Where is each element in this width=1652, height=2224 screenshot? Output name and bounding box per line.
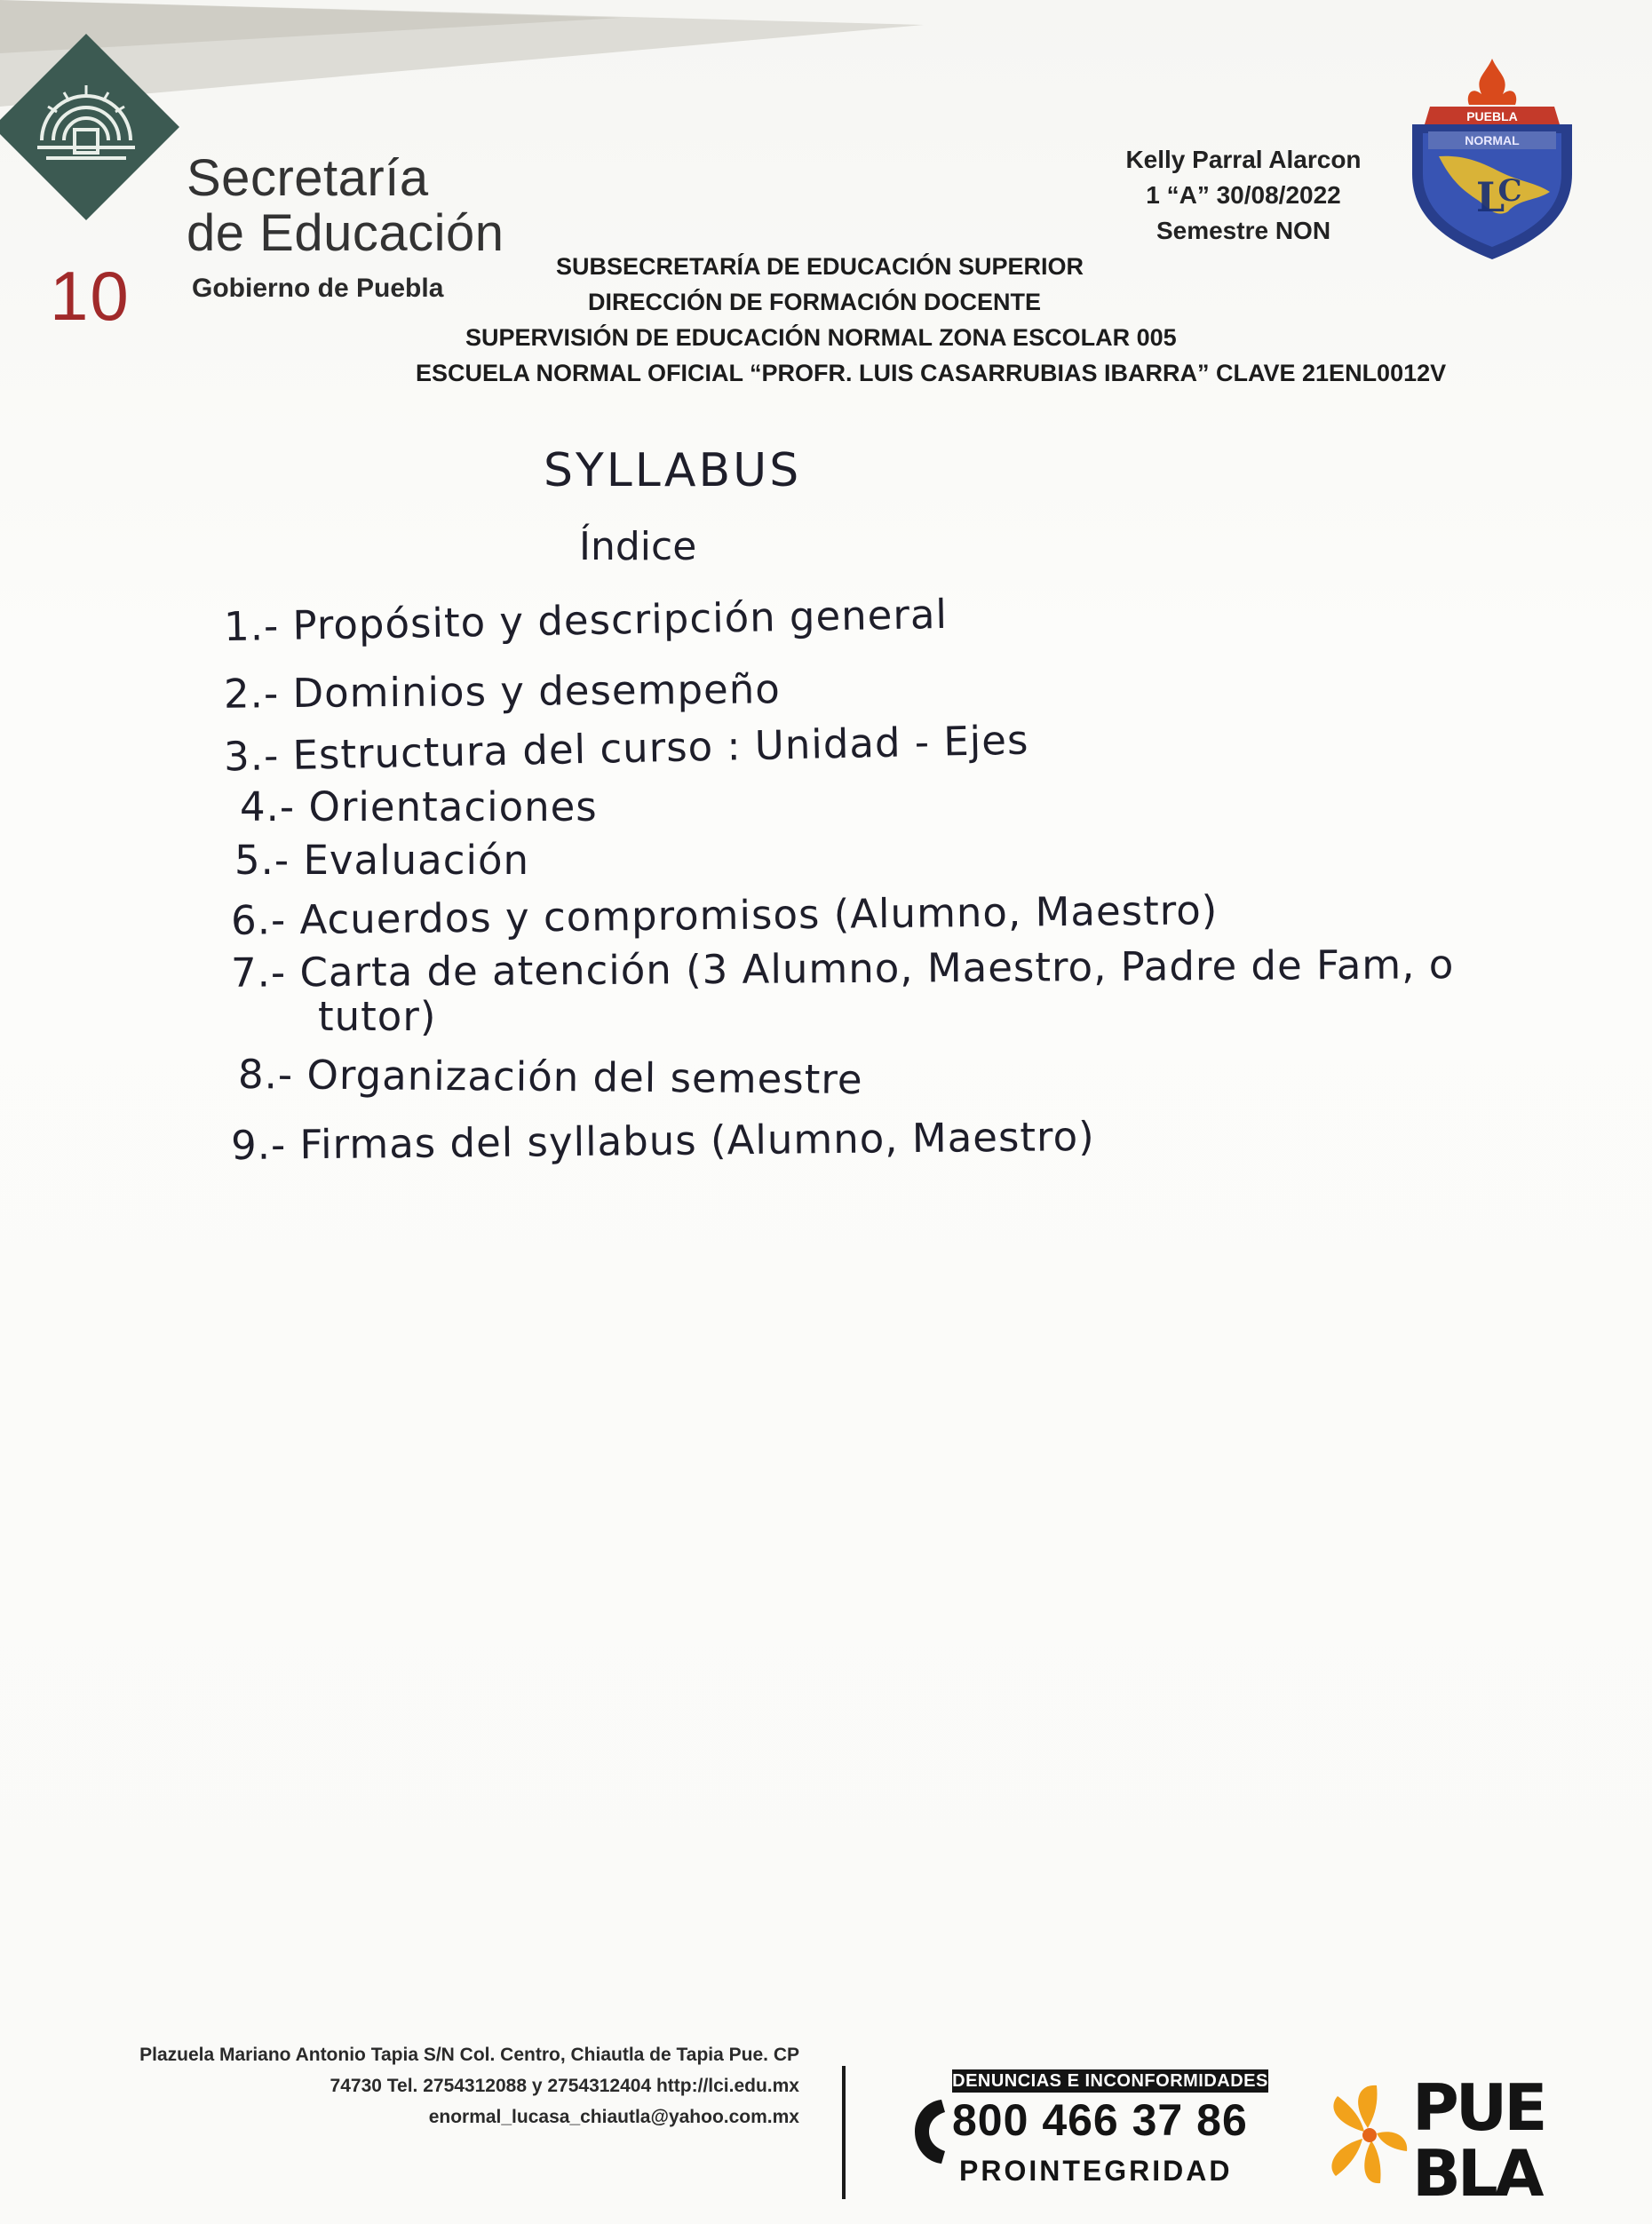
denuncias-block — [906, 2069, 1268, 2203]
svg-text:C: C — [1497, 173, 1522, 209]
footer-address-line-3: enormal_lucasa_chiautla@yahoo.com.mx — [428, 2107, 799, 2127]
toc-item-9: 9.- Firmas del syllabus (Alumno, Maestro) — [230, 1112, 1095, 1170]
sep-title-line1: Secretaría — [187, 149, 429, 207]
student-semester: Semestre NON — [1156, 217, 1331, 244]
handwritten-page-number: 10 — [50, 257, 131, 335]
footer-divider — [842, 2066, 846, 2199]
toc-item-4: 4.- Orientaciones — [240, 783, 598, 830]
footer-address — [107, 2039, 799, 2133]
toc-item-2: 2.- Dominios y desempeño — [223, 665, 781, 718]
toc-item-1: 1.- Propósito y descripción general — [223, 590, 949, 651]
phone-icon — [906, 2094, 952, 2169]
denuncias-phone-number: 800 466 37 86 — [952, 2095, 1248, 2145]
institution-line-4: ESCUELA NORMAL OFICIAL “PROFR. LUIS CASARRUBIAS IBARRA” CLAVE 21ENL0012V — [416, 360, 1447, 386]
toc-item-7-cont: tutor) — [318, 993, 437, 1040]
normal-school-crest-icon — [1403, 59, 1581, 263]
student-group-date: 1 “A” 30/08/2022 — [1146, 181, 1341, 209]
institution-line-2: DIRECCIÓN DE FORMACIÓN DOCENTE — [588, 289, 1042, 315]
toc-item-7: 7.- Carta de atención (3 Alumno, Maestro, Padre de Fam, o — [230, 941, 1455, 997]
toc-item-6: 6.- Acuerdos y compromisos (Alumno, Maestro) — [230, 886, 1219, 944]
student-info — [1110, 142, 1377, 249]
puebla-logo-top-text: PUE — [1412, 2070, 1545, 2145]
sep-logo-icon — [0, 34, 179, 220]
svg-text:L: L — [1475, 173, 1505, 221]
toc-item-8: 8.- Organización del semestre — [237, 1050, 863, 1104]
puebla-government-logo-icon — [1323, 2066, 1572, 2199]
sep-government-label: Gobierno de Puebla — [192, 274, 444, 303]
sep-title-line2: de Educación — [187, 204, 504, 262]
denuncias-label: DENUNCIAS E INCONFORMIDADES — [952, 2071, 1268, 2091]
institution-line-3: SUPERVISIÓN DE EDUCACIÓN NORMAL ZONA ESCOLAR 005 — [465, 324, 1177, 351]
footer-address-line-2: 74730 Tel. 2754312088 y 2754312404 http://lci.edu.mx — [330, 2076, 799, 2096]
footer-address-line-1: Plazuela Mariano Antonio Tapia S/N Col. Centro, Chiautla de Tapia Pue. CP — [139, 2045, 799, 2065]
toc-item-5: 5.- Evaluación — [234, 837, 530, 884]
institution-line-1: SUBSECRETARÍA DE EDUCACIÓN SUPERIOR — [556, 253, 1084, 280]
toc-item-3: 3.- Estructura del curso : Unidad - Ejes — [223, 716, 1029, 781]
student-name: Kelly Parral Alarcon — [1125, 146, 1362, 173]
crest-top-text: PUEBLA — [1466, 109, 1518, 123]
sep-wordmark — [187, 151, 504, 261]
prointegridad-label: PROINTEGRIDAD — [959, 2155, 1233, 2187]
crest-mid-text: NORMAL — [1465, 133, 1520, 147]
syllabus-title: SYLLABUS — [544, 444, 802, 497]
puebla-logo-bottom-text: BLA — [1412, 2136, 1541, 2199]
index-subtitle: Índice — [579, 524, 697, 569]
